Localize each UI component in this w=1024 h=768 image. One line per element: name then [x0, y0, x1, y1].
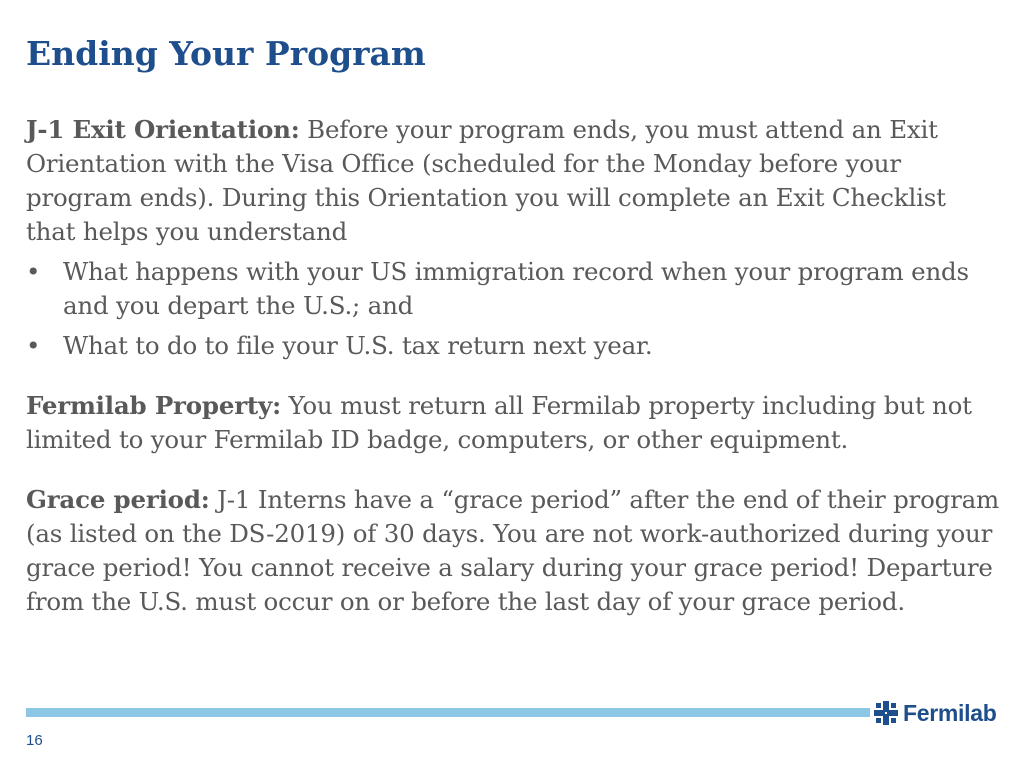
bullet-text: What to do to file your U.S. tax return next year. [63, 331, 653, 360]
property-paragraph [26, 389, 1001, 457]
bullet-text: What happens with your US immigration record when your program ends and you depart the U.S.; and [63, 257, 969, 320]
property-text: You must return all Fermilab property including but not limited to your Fermilab ID badge, computers, or other equipment. [26, 391, 972, 454]
page-title: Ending Your Program [26, 34, 426, 73]
fermilab-logo-icon [873, 700, 899, 726]
list-item [26, 255, 1001, 323]
grace-period-label: Grace period: [26, 485, 210, 514]
exit-orientation-label: J-1 Exit Orientation: [26, 115, 300, 144]
exit-orientation-text: Before your program ends, you must attend an Exit Orientation with the Visa Office (scheduled for the Monday before your program ends). During this Orientation you will complete an Exit Checklist that helps you understand [26, 115, 946, 246]
exit-orientation-bullet-list [26, 255, 1001, 363]
bullet-icon: • [26, 257, 41, 286]
exit-orientation-paragraph [26, 113, 1001, 249]
bullet-icon: • [26, 331, 41, 360]
fermilab-logo [873, 698, 996, 728]
footer-divider-bar [26, 708, 870, 717]
grace-period-paragraph [26, 483, 1001, 619]
list-item [26, 329, 1001, 363]
property-label: Fermilab Property: [26, 391, 281, 420]
fermilab-logo-text: Fermilab [903, 699, 997, 726]
slide-body [26, 113, 1001, 619]
grace-period-text: J-1 Interns have a “grace period” after the end of their program (as listed on the DS-2019) of 30 days. You are not work-authorized during your grace period! You cannot receive a salary during your grace period! Departure from the U.S. must occur on or before the last day of your grace period. [26, 485, 1000, 616]
page-number: 16 [26, 732, 43, 749]
